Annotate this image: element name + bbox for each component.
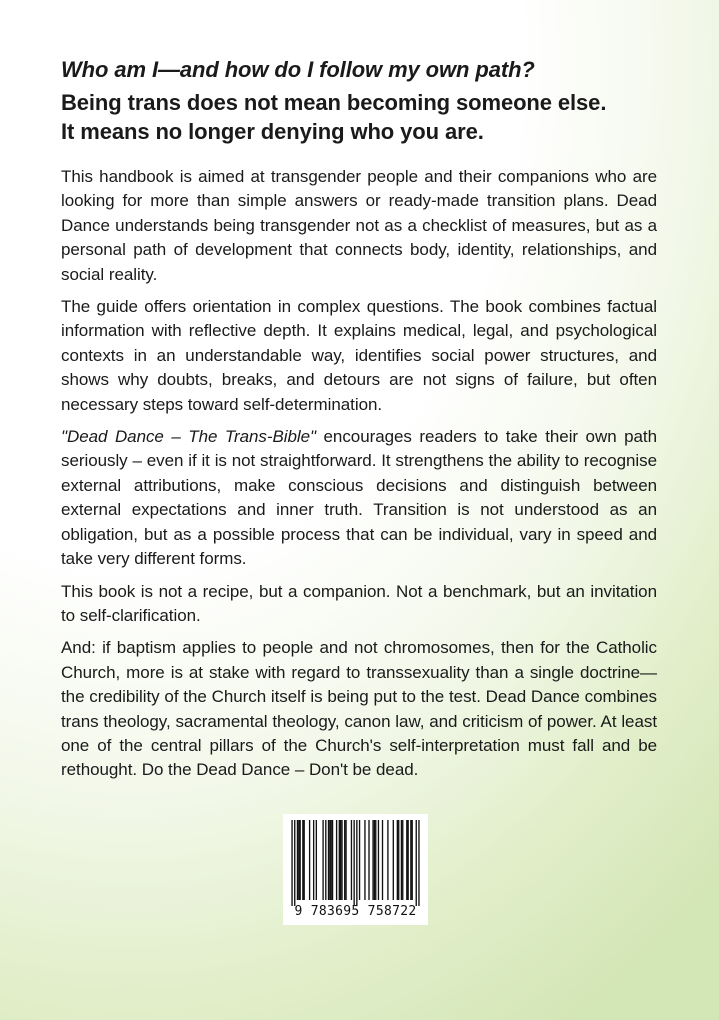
- barcode-bar: [331, 820, 332, 900]
- barcode-bar: [397, 820, 398, 900]
- barcode-bar: [298, 820, 299, 900]
- book-title-quote: "Dead Dance – The Trans-Bible": [61, 427, 317, 447]
- barcode-bar: [353, 820, 354, 906]
- barcode-bar: [382, 820, 383, 900]
- isbn-digits: 9 783695 758722: [294, 904, 417, 919]
- blurb-paragraph: And: if baptism applies to people and not chromosomes, then for the Catholic Church, more is at stake with regard to transsexuality than a single doctrine—the credibility of the Church itself is being put to the test. Dead Dance combines trans theology, sacramental theology, canon law, and criticism of power. At least one of the central pillars of the Church's self-interpretation must fall and be rethought. Do the Dead Dance – Don't be dead.: [61, 638, 657, 780]
- barcode-bar: [410, 820, 411, 900]
- barcode-bar: [329, 820, 330, 900]
- headline-line: It means no longer denying who you are.: [61, 119, 484, 144]
- barcode-bar: [407, 820, 408, 900]
- barcode-bar: [304, 820, 305, 900]
- barcode-bar: [325, 820, 326, 900]
- barcode-bar: [416, 820, 417, 906]
- barcode-bar: [299, 820, 300, 900]
- barcode-bar: [406, 820, 407, 900]
- barcode-bar: [401, 820, 402, 900]
- barcode-bar: [313, 820, 314, 900]
- headline: [61, 88, 657, 146]
- barcode-bar: [294, 820, 295, 906]
- barcode-bar: [332, 820, 333, 900]
- barcode-bar: [374, 820, 375, 900]
- barcode-bar: [336, 820, 337, 900]
- headline-line: Being trans does not mean becoming someone else.: [61, 90, 607, 115]
- barcode-bar: [393, 820, 394, 900]
- barcode-bar: [351, 820, 352, 900]
- barcode-bar: [402, 820, 403, 900]
- barcode-bar: [375, 820, 376, 900]
- barcode-bar: [345, 820, 346, 900]
- barcode-bar: [302, 820, 303, 900]
- barcode-bar: [364, 820, 365, 900]
- barcode-bar: [291, 820, 292, 906]
- barcode-bar: [418, 820, 419, 906]
- blurb-paragraph: The guide offers orientation in complex questions. The book combines factual information with reflective depth. It explains medical, legal, and psychological contexts in an understandable way, identifies social power structures, and shows why doubts, breaks, and detours are not signs of failure, but often necessary steps toward self-determination.: [61, 297, 657, 414]
- barcode-bar: [387, 820, 388, 900]
- barcode-bar: [359, 820, 360, 900]
- barcode-bar: [378, 820, 379, 900]
- blurb-paragraph: This handbook is aimed at transgender people and their companions who are looking for more than simple answers or ready-made transition plans. Dead Dance understands being transgender not as a checklist of measures, but as a personal path of development that connects body, identity, relationships, and social reality.: [61, 167, 657, 284]
- barcode-bar: [344, 820, 345, 900]
- barcode-bar: [340, 820, 341, 900]
- barcode-bar: [297, 820, 298, 900]
- barcode-bar: [309, 820, 310, 900]
- barcode-bar: [356, 820, 357, 906]
- isbn-barcode: [283, 814, 428, 925]
- barcode-bar: [328, 820, 329, 900]
- barcode-bar: [341, 820, 342, 900]
- barcode-bar: [316, 820, 317, 900]
- isbn-barcode-icon: [283, 814, 428, 906]
- barcode-bar: [398, 820, 399, 900]
- back-cover-text: [61, 56, 657, 791]
- barcode-bar: [339, 820, 340, 900]
- tagline: Who am I—and how do I follow my own path?: [61, 57, 535, 82]
- barcode-bar: [412, 820, 413, 900]
- barcode-bar: [322, 820, 323, 900]
- barcode-bar: [372, 820, 373, 900]
- barcode-bar: [368, 820, 369, 900]
- blurb-paragraph: "Dead Dance – The Trans-Bible" encourages readers to take their own path seriously – even if it is not straightforward. It strengthens the ability to recognise external attributions, make conscious decisions and distinguish between external expectations and inner truth. Transition is not understood as an obligation, but as a possible process that can be individual, vary in speed and take very different forms.: [61, 427, 657, 569]
- blurb-paragraph: This book is not a recipe, but a companion. Not a benchmark, but an invitation to self-clarification.: [61, 581, 657, 625]
